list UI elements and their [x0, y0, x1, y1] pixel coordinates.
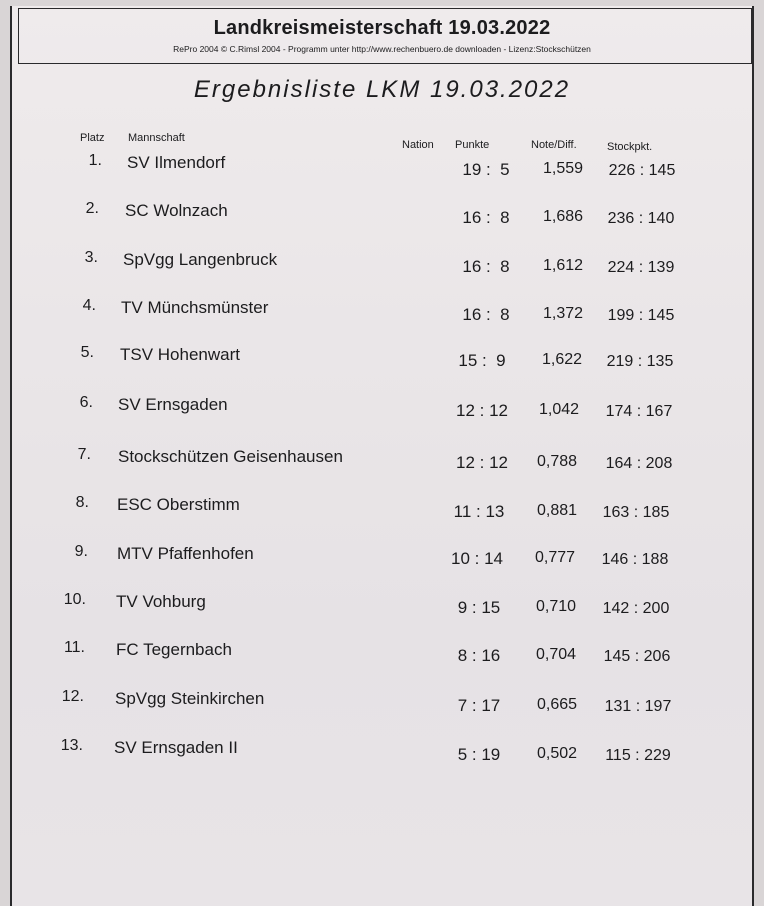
note-cell: 1,559 — [542, 160, 584, 177]
team-name: SV Ernsgaden — [118, 395, 228, 414]
column-header-nation: Nation — [402, 139, 434, 151]
software-credit: RePro 2004 © C.Rimsl 2004 - Programm unter http://www.rechenbuero.de downloaden - Lizenz:Stockschützen — [173, 44, 591, 54]
document-title: Landkreismeisterschaft 19.03.2022 — [213, 17, 551, 39]
stock-cell: 131 : 197 — [604, 698, 672, 715]
team-name: TV Münchsmünster — [121, 298, 269, 317]
stock-cell: 146 : 188 — [601, 551, 669, 568]
stock-cell: 174 : 167 — [605, 403, 673, 420]
results-list-title: Ergebnisliste LKM 19.03.2022 — [193, 76, 571, 103]
points-cell: 9 : 15 — [457, 598, 501, 617]
rank-cell: 13. — [60, 737, 83, 754]
team-name: SV Ernsgaden II — [114, 738, 238, 757]
stock-cell: 224 : 139 — [607, 259, 675, 276]
rank-cell: 5. — [80, 344, 94, 361]
header-divider — [18, 63, 752, 64]
stock-cell: 219 : 135 — [606, 353, 674, 370]
team-name: Stockschützen Geisenhausen — [118, 447, 343, 466]
stock-cell: 226 : 145 — [608, 162, 676, 179]
rank-cell: 4. — [82, 297, 96, 314]
points-cell: 16 : 8 — [462, 305, 510, 324]
stock-cell: 199 : 145 — [607, 307, 675, 324]
points-cell: 10 : 14 — [451, 549, 503, 568]
note-cell: 1,372 — [542, 305, 584, 322]
points-cell: 8 : 16 — [457, 646, 501, 665]
note-cell: 1,622 — [541, 351, 583, 368]
note-cell: 0,704 — [535, 646, 577, 663]
team-name: MTV Pfaffenhofen — [117, 544, 254, 563]
points-cell: 12 : 12 — [456, 401, 508, 420]
column-header-note: Note/Diff. — [531, 139, 577, 151]
note-cell: 1,612 — [542, 257, 584, 274]
column-header-stockpkt: Stockpkt. — [607, 141, 653, 153]
rank-cell: 6. — [79, 394, 93, 411]
rank-cell: 9. — [74, 543, 88, 560]
points-cell: 12 : 12 — [456, 453, 508, 472]
points-cell: 15 : 9 — [458, 351, 506, 370]
stock-cell: 236 : 140 — [607, 210, 675, 227]
team-name: TV Vohburg — [116, 592, 206, 611]
rank-cell: 3. — [84, 249, 98, 266]
team-name: SV Ilmendorf — [127, 153, 226, 172]
team-name: ESC Oberstimm — [117, 495, 240, 514]
note-cell: 1,042 — [538, 401, 580, 418]
note-cell: 0,777 — [534, 549, 576, 566]
rank-cell: 8. — [75, 494, 89, 511]
column-header-platz: Platz — [80, 132, 105, 144]
rank-cell: 10. — [63, 591, 86, 608]
stock-cell: 142 : 200 — [602, 600, 670, 617]
note-cell: 0,710 — [535, 598, 577, 615]
team-name: TSV Hohenwart — [120, 345, 240, 364]
points-cell: 16 : 8 — [462, 208, 510, 227]
points-cell: 11 : 13 — [453, 502, 505, 521]
team-name: SpVgg Steinkirchen — [115, 689, 265, 708]
rank-cell: 11. — [63, 639, 85, 656]
team-name: SpVgg Langenbruck — [123, 250, 278, 269]
rank-cell: 2. — [85, 200, 99, 217]
rank-cell: 1. — [88, 152, 102, 169]
points-cell: 7 : 17 — [457, 696, 501, 715]
rank-cell: 12. — [61, 688, 84, 705]
note-cell: 1,686 — [542, 208, 584, 225]
rank-cell: 7. — [77, 446, 91, 463]
points-cell: 5 : 19 — [457, 745, 501, 764]
team-name: FC Tegernbach — [116, 640, 232, 659]
points-cell: 19 : 5 — [462, 160, 510, 179]
note-cell: 0,665 — [536, 696, 578, 713]
note-cell: 0,881 — [536, 502, 578, 519]
note-cell: 0,502 — [536, 745, 578, 762]
column-header-mannschaft: Mannschaft — [128, 132, 185, 144]
points-cell: 16 : 8 — [462, 257, 510, 276]
stock-cell: 145 : 206 — [603, 648, 671, 665]
stock-cell: 163 : 185 — [602, 504, 670, 521]
stock-cell: 164 : 208 — [605, 455, 673, 472]
team-name: SC Wolnzach — [125, 201, 228, 220]
column-header-punkte: Punkte — [455, 139, 490, 151]
stock-cell: 115 : 229 — [605, 747, 671, 764]
note-cell: 0,788 — [536, 453, 578, 470]
